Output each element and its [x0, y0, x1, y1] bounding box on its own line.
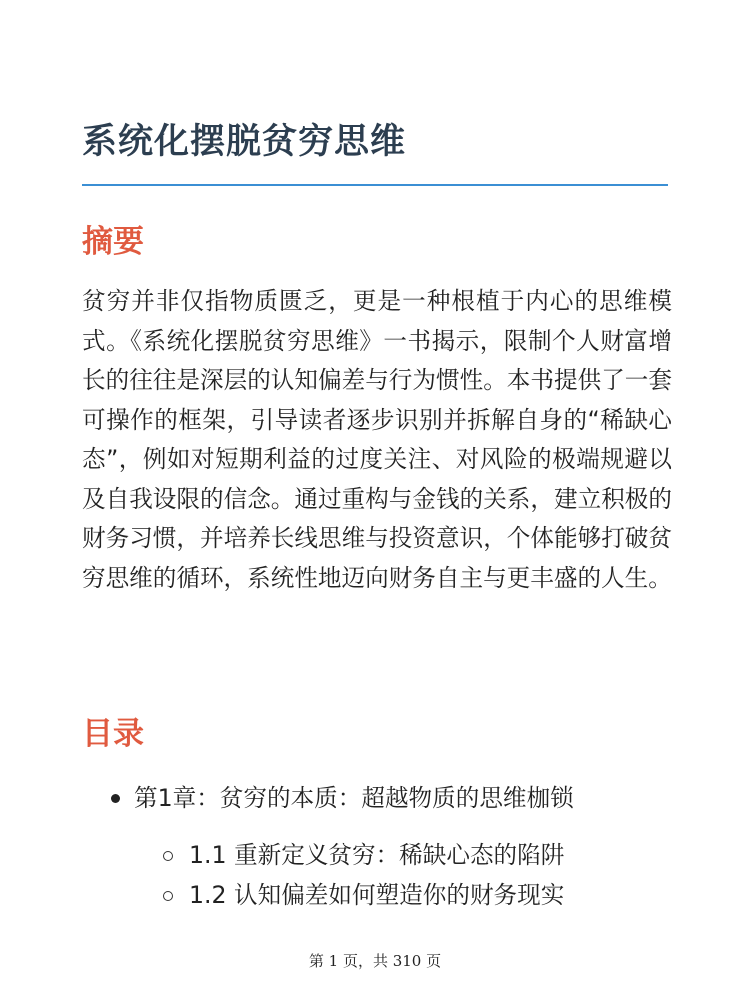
title-divider [82, 184, 668, 186]
bullet-circle-icon [163, 851, 173, 861]
toc-section-1-2[interactable]: 1.2 认知偏差如何塑造你的财务现实 [189, 881, 565, 909]
bullet-circle-icon [163, 891, 173, 901]
toc-section-1-1[interactable]: 1.1 重新定义贫穷：稀缺心态的陷阱 [189, 841, 565, 869]
toc-chapter-1[interactable]: 第1章：贫穷的本质：超越物质的思维枷锁 [134, 784, 574, 812]
document-title: 系统化摆脱贫穷思维 [82, 122, 407, 162]
abstract-heading: 摘要 [82, 224, 144, 260]
page-footer: 第 1 页，共 310 页 [308, 952, 442, 970]
abstract-body: 贫穷并非仅指物质匮乏，更是一种根植于内心的思维模式。《系统化摆脱贫穷思维》一书揭示，限制个人财富增长的往往是深层的认知偏差与行为惯性。本书提供了一套可操作的框架，引导读者逐步识别并拆解自身的“稀缺心态”，例如对短期利益的过度关注、对风险的极端规避以及自我设限的信念。通过重构与金钱的关系，建立积极的财务习惯，并培养长线思维与投资意识，个体能够打破贫穷思维的循环，系统性地迈向财务自主与更丰盛的人生。 [82, 287, 672, 592]
bullet-disc-icon [111, 794, 120, 803]
toc-heading: 目录 [82, 716, 144, 752]
